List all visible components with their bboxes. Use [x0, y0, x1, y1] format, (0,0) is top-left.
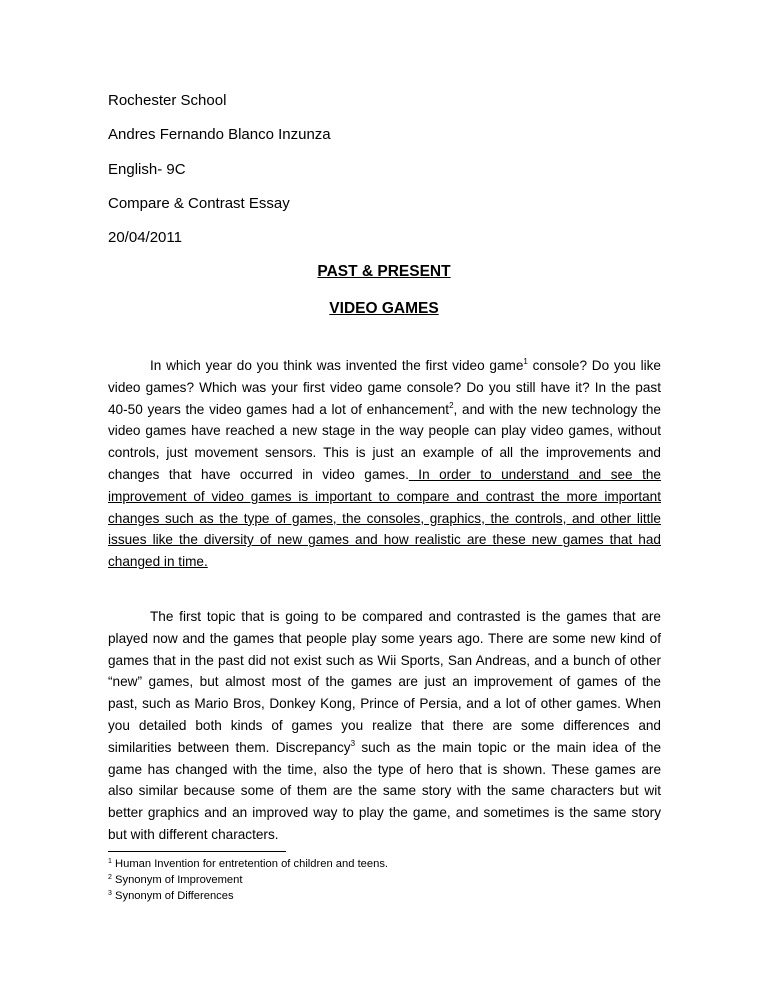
paragraph-line: The first topic that is going to be compared and contrasted is the games that are [150, 609, 661, 624]
essay-date: 20/04/2011 [108, 229, 182, 246]
paragraph-1 [108, 355, 661, 573]
author-name: Andres Fernando Blanco Inzunza [108, 126, 331, 143]
footnote-1: $^1$ Human Invention for entretention of children and teens. [108, 858, 389, 870]
paragraph-line: but with different characters. [108, 826, 279, 842]
paragraph-line: similarities between them. Discrepancy$^3$ such as the main topic or the main idea of the [108, 738, 661, 755]
paragraph-line: played now and the games that people play some years ago. There are some new kind of [108, 630, 661, 646]
school-name: Rochester School [108, 92, 227, 109]
footnote-2: $^2$ Synonym of Improvement [108, 874, 243, 886]
footnote-3: $^3$ Synonym of Differences [108, 890, 234, 902]
essay-title-line-1: PAST & PRESENT [317, 263, 451, 280]
paragraph-line: past, such as Mario Bros, Donkey Kong, Prince of Persia, and a lot of other games. When [108, 696, 661, 712]
paragraph-line: 40-50 years the video games had a lot of enhancement$^2$, and with the new technology the [108, 400, 661, 417]
paragraph-line: “new” games, but almost most of the games are just an improvement of games of the [108, 674, 661, 690]
essay-title-line-2: VIDEO GAMES [329, 300, 439, 317]
footnote-ref-2: 2 [449, 400, 454, 410]
paragraph-line: games that in the past did not exist such as Wii Sports, San Andreas, and a bunch of other [108, 652, 661, 668]
thesis-line: changed in time. [108, 554, 208, 570]
footnote-ref-3: 3 [350, 738, 356, 748]
footnote-ref-1: 1 [523, 357, 528, 366]
paragraph-2 [108, 606, 661, 846]
thesis-line: issues like the diversity of new games and how realistic are these new games that had [108, 532, 661, 548]
assignment-name: Compare & Contrast Essay [108, 195, 290, 212]
paragraph-line: changes that have occurred in video games. In order to understand and see the [108, 466, 661, 482]
paragraph-line: game has changed with the time, also the type of hero that is shown. These games are [108, 761, 661, 777]
paragraph-line: controls, just movement sensors. This is just an example of all the improvements and [108, 445, 661, 461]
footnote-divider [108, 851, 286, 852]
thesis-text: In order to understand and see the [408, 466, 661, 482]
paragraph-line: better graphics and an improved way to play the game, and sometimes is the same story [108, 805, 661, 821]
paragraph-line: also similar because some of them are the same story with the same characters but wit [108, 783, 661, 799]
thesis-line: changes such as the type of games, the consoles, graphics, the controls, and other little [108, 510, 661, 526]
paragraph-line: video games? Which was your first video game console? Do you still have it? In the past [108, 379, 661, 395]
paragraph-line: you detailed both kinds of games you realize that there are some differences and [108, 717, 661, 733]
thesis-line: improvement of video games is important to compare and contrast the more important [108, 488, 661, 504]
paragraph-line: video games have reached a new stage in the way people can play video games, without [108, 423, 661, 439]
paragraph-line: In which year do you think was invented the first video game$^1$ console? Do you like [150, 357, 661, 373]
course-name: English- 9C [108, 161, 186, 178]
